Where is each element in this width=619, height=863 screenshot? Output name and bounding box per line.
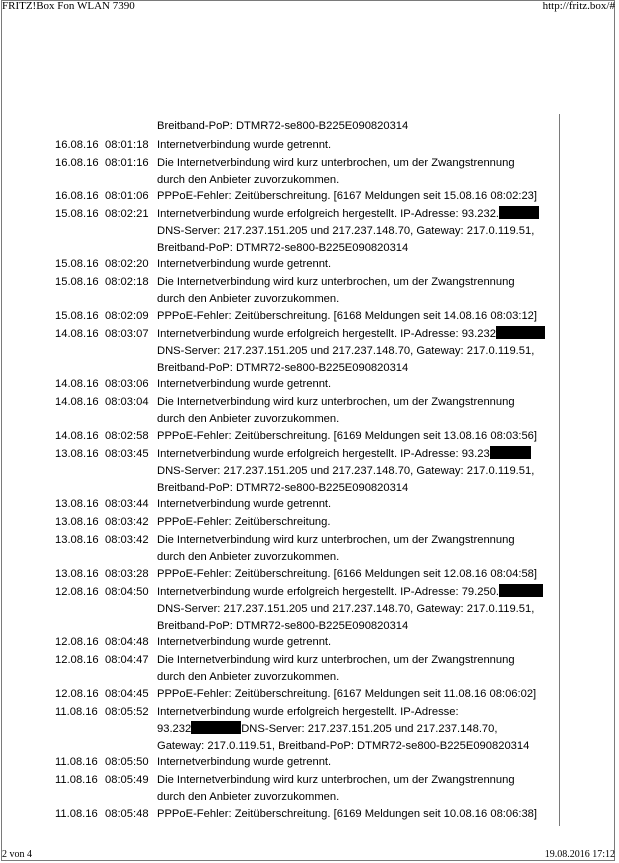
log-message-line	[157, 291, 558, 308]
log-message-text: durch den Anbieter zuvorzukommen.	[157, 790, 340, 803]
log-message	[157, 308, 558, 325]
table-right-border	[559, 114, 560, 826]
log-message-line	[157, 669, 558, 686]
log-message-text: Breitband-PoP: DTMR72-se800-B225E090820314	[157, 619, 409, 632]
log-date: 15.08.16	[55, 208, 99, 220]
log-date: 11.08.16	[55, 808, 98, 820]
log-time: 08:02:58	[105, 430, 149, 442]
log-message-text: Breitband-PoP: DTMR72-se800-B225E090820314	[157, 241, 409, 254]
log-message-text: Die Internetverbindung wird kurz unterbrochen, um der Zwangstrennung	[157, 396, 515, 408]
log-time: 08:02:20	[105, 258, 149, 270]
log-message-text: Gateway: 217.0.119.51, Breitband-PoP: DTMR72-se800-B225E090820314	[157, 739, 530, 752]
log-message-line	[157, 326, 558, 343]
log-date: 12.08.16	[55, 654, 99, 666]
log-message-text: Internetverbindung wurde getrennt.	[157, 498, 332, 510]
log-message	[157, 188, 558, 205]
log-time: 08:04:50	[105, 586, 149, 598]
log-message	[157, 496, 558, 513]
log-date: 13.08.16	[55, 534, 99, 546]
log-message-line	[157, 601, 558, 618]
log-message-text: Die Internetverbindung wird kurz unterbrochen, um der Zwangstrennung	[157, 774, 515, 786]
log-message-text: Internetverbindung wurde erfolgreich hergestellt. IP-Adresse: 93.232.	[157, 208, 500, 220]
log-message-line	[157, 686, 558, 703]
log-message-text: DNS-Server: 217.237.151.205 und 217.237.148.70, Gateway: 217.0.119.51,	[157, 344, 535, 357]
log-message-line	[157, 532, 558, 549]
log-message-text: PPPoE-Fehler: Zeitüberschreitung.	[157, 516, 331, 528]
log-message-text: Internetverbindung wurde erfolgreich hergestellt. IP-Adresse: 79.250.	[157, 586, 500, 598]
log-message-text: DNS-Server: 217.237.151.205 und 217.237.148.70, Gateway: 217.0.119.51,	[157, 602, 535, 615]
log-date: 13.08.16	[55, 516, 99, 528]
log-message-text: PPPoE-Fehler: Zeitüberschreitung. [6169 Meldungen seit 13.08.16 08:03:56]	[157, 430, 537, 442]
log-message-line	[157, 772, 558, 789]
log-time: 08:03:42	[105, 534, 149, 546]
log-message-line	[157, 206, 558, 223]
log-date: 13.08.16	[55, 498, 99, 510]
log-message-text: DNS-Server: 217.237.151.205 und 217.237.148.70, Gateway: 217.0.119.51,	[157, 464, 535, 477]
log-date: 16.08.16	[55, 157, 99, 169]
log-message	[157, 566, 558, 583]
log-time: 08:02:21	[105, 208, 149, 220]
log-date: 16.08.16	[55, 139, 99, 151]
log-message-text: durch den Anbieter zuvorzukommen.	[157, 173, 340, 186]
log-message-line	[157, 549, 558, 566]
redaction-bar	[496, 326, 545, 339]
log-message-text: DNS-Server: 217.237.151.205 und 217.237.148.70,	[241, 722, 498, 735]
log-time: 08:01:18	[105, 139, 149, 151]
log-time: 08:05:48	[105, 808, 149, 820]
log-time: 08:04:47	[105, 654, 149, 666]
log-message-line	[157, 738, 558, 755]
log-date: 14.08.16	[55, 378, 99, 390]
log-time: 08:01:06	[105, 190, 149, 202]
log-message-text: PPPoE-Fehler: Zeitüberschreitung. [6166 Meldungen seit 12.08.16 08:04:58]	[157, 568, 537, 580]
log-date: 14.08.16	[55, 396, 99, 408]
log-time: 08:03:06	[105, 378, 149, 390]
log-message-text: Internetverbindung wurde erfolgreich hergestellt. IP-Adresse: 93.232	[157, 328, 496, 340]
log-message-text: Die Internetverbindung wird kurz unterbrochen, um der Zwangstrennung	[157, 157, 515, 169]
log-message	[157, 446, 558, 496]
log-message-line	[157, 704, 558, 721]
log-message	[157, 376, 558, 393]
log-message-text: 93.232	[157, 722, 192, 735]
log-message-line	[157, 155, 558, 172]
log-message	[157, 754, 558, 771]
log-message-line	[157, 360, 558, 377]
log-date: 12.08.16	[55, 586, 99, 598]
log-message	[157, 514, 558, 531]
log-message-text: PPPoE-Fehler: Zeitüberschreitung. [6167 Meldungen seit 11.08.16 08:06:02]	[157, 688, 537, 700]
log-message-line	[157, 223, 558, 240]
log-message-line	[157, 172, 558, 189]
log-message	[157, 806, 558, 823]
log-date: 13.08.16	[55, 568, 99, 580]
log-message-line	[157, 343, 558, 360]
log-message-text: Internetverbindung wurde getrennt.	[157, 636, 332, 648]
log-message-line	[157, 394, 558, 411]
log-message-line	[157, 308, 558, 325]
log-message	[157, 428, 558, 445]
log-message-text: Internetverbindung wurde erfolgreich hergestellt. IP-Adresse:	[157, 706, 459, 718]
log-time: 08:02:09	[105, 310, 149, 322]
log-message	[157, 326, 558, 376]
log-time: 08:02:18	[105, 276, 149, 288]
log-message-line	[157, 463, 558, 480]
log-message	[157, 394, 558, 428]
log-message-text: PPPoE-Fehler: Zeitüberschreitung. [6167 Meldungen seit 15.08.16 08:02:23]	[157, 190, 537, 202]
print-footer-datetime: 19.08.2016 17:12	[544, 849, 615, 860]
log-message-line	[157, 446, 558, 463]
log-message	[157, 686, 558, 703]
log-message-text: Internetverbindung wurde erfolgreich hergestellt. IP-Adresse: 93.23	[157, 448, 490, 460]
log-message-line	[157, 618, 558, 635]
log-message-line	[157, 754, 558, 771]
log-date: 11.08.16	[55, 706, 98, 718]
log-message-text: Die Internetverbindung wird kurz unterbrochen, um der Zwangstrennung	[157, 534, 515, 546]
log-time: 08:01:16	[105, 157, 149, 169]
log-message-text: durch den Anbieter zuvorzukommen.	[157, 670, 340, 683]
log-message-line	[157, 411, 558, 428]
log-date: 15.08.16	[55, 276, 99, 288]
log-message-line	[157, 566, 558, 583]
log-message-line	[157, 376, 558, 393]
log-message-line	[157, 137, 558, 154]
log-message	[157, 256, 558, 273]
log-message	[157, 704, 558, 754]
log-message-line	[157, 789, 558, 806]
log-message-text: durch den Anbieter zuvorzukommen.	[157, 292, 340, 305]
redaction-bar	[191, 721, 241, 734]
log-date: 11.08.16	[55, 774, 98, 786]
log-message-line	[157, 256, 558, 273]
log-message-text: Internetverbindung wurde getrennt.	[157, 258, 332, 270]
log-message-line	[157, 584, 558, 601]
log-time: 08:03:04	[105, 396, 149, 408]
log-date: 16.08.16	[55, 190, 99, 202]
log-time: 08:03:42	[105, 516, 149, 528]
log-time: 08:04:48	[105, 636, 149, 648]
log-message-line	[157, 428, 558, 445]
print-footer-page: 2 von 4	[2, 849, 32, 860]
log-message-text: durch den Anbieter zuvorzukommen.	[157, 412, 340, 425]
log-time: 08:05:49	[105, 774, 149, 786]
log-date: 14.08.16	[55, 430, 99, 442]
log-message-line	[157, 514, 558, 531]
log-message-line	[157, 806, 558, 823]
log-time: 08:04:45	[105, 688, 149, 700]
log-message-line	[157, 652, 558, 669]
log-message-text: DNS-Server: 217.237.151.205 und 217.237.148.70, Gateway: 217.0.119.51,	[157, 224, 535, 237]
log-date: 13.08.16	[55, 448, 99, 460]
log-message-text: PPPoE-Fehler: Zeitüberschreitung. [6169 Meldungen seit 10.08.16 08:06:38]	[157, 808, 537, 820]
redaction-bar	[499, 206, 539, 219]
log-message-line	[157, 496, 558, 513]
log-time: 08:03:07	[105, 328, 149, 340]
log-time: 08:05:52	[105, 706, 149, 718]
redaction-bar	[490, 446, 531, 459]
print-header-url: http://fritz.box/#	[542, 0, 615, 12]
redaction-bar	[499, 584, 543, 597]
log-message-line	[157, 480, 558, 497]
log-time: 08:03:28	[105, 568, 149, 580]
log-message	[157, 206, 558, 256]
log-message-text: Internetverbindung wurde getrennt.	[157, 378, 332, 390]
log-message-line	[241, 723, 497, 735]
log-message-text: PPPoE-Fehler: Zeitüberschreitung. [6168 Meldungen seit 14.08.16 08:03:12]	[157, 310, 537, 322]
log-message-line	[157, 723, 241, 735]
log-date: 15.08.16	[55, 258, 99, 270]
log-message-text: Internetverbindung wurde getrennt.	[157, 139, 332, 151]
log-message	[157, 584, 558, 634]
log-message-line	[157, 188, 558, 205]
log-date: 15.08.16	[55, 310, 99, 322]
log-message	[157, 652, 558, 686]
continuation-line: Breitband-PoP: DTMR72-se800-B225E090820314	[157, 120, 409, 132]
log-date: 12.08.16	[55, 688, 99, 700]
log-message-text: Breitband-PoP: DTMR72-se800-B225E090820314	[157, 481, 409, 494]
log-time: 08:05:50	[105, 756, 149, 768]
log-message	[157, 772, 558, 806]
log-message	[157, 155, 558, 189]
log-time: 08:03:45	[105, 448, 149, 460]
log-message-text: Die Internetverbindung wird kurz unterbrochen, um der Zwangstrennung	[157, 654, 515, 666]
log-message	[157, 634, 558, 651]
log-message-text: Breitband-PoP: DTMR72-se800-B225E090820314	[157, 361, 409, 374]
log-message	[157, 137, 558, 154]
log-date: 14.08.16	[55, 328, 99, 340]
log-date: 11.08.16	[55, 756, 98, 768]
print-header-title: FRITZ!Box Fon WLAN 7390	[2, 0, 135, 12]
log-message-text: Die Internetverbindung wird kurz unterbrochen, um der Zwangstrennung	[157, 276, 515, 288]
log-message	[157, 274, 558, 308]
log-message	[157, 532, 558, 566]
log-message-line	[157, 634, 558, 651]
log-message-line	[157, 240, 558, 257]
log-date: 12.08.16	[55, 636, 99, 648]
log-message-text: durch den Anbieter zuvorzukommen.	[157, 550, 340, 563]
log-message-text: Internetverbindung wurde getrennt.	[157, 756, 332, 768]
log-message-line	[157, 274, 558, 291]
log-time: 08:03:44	[105, 498, 149, 510]
